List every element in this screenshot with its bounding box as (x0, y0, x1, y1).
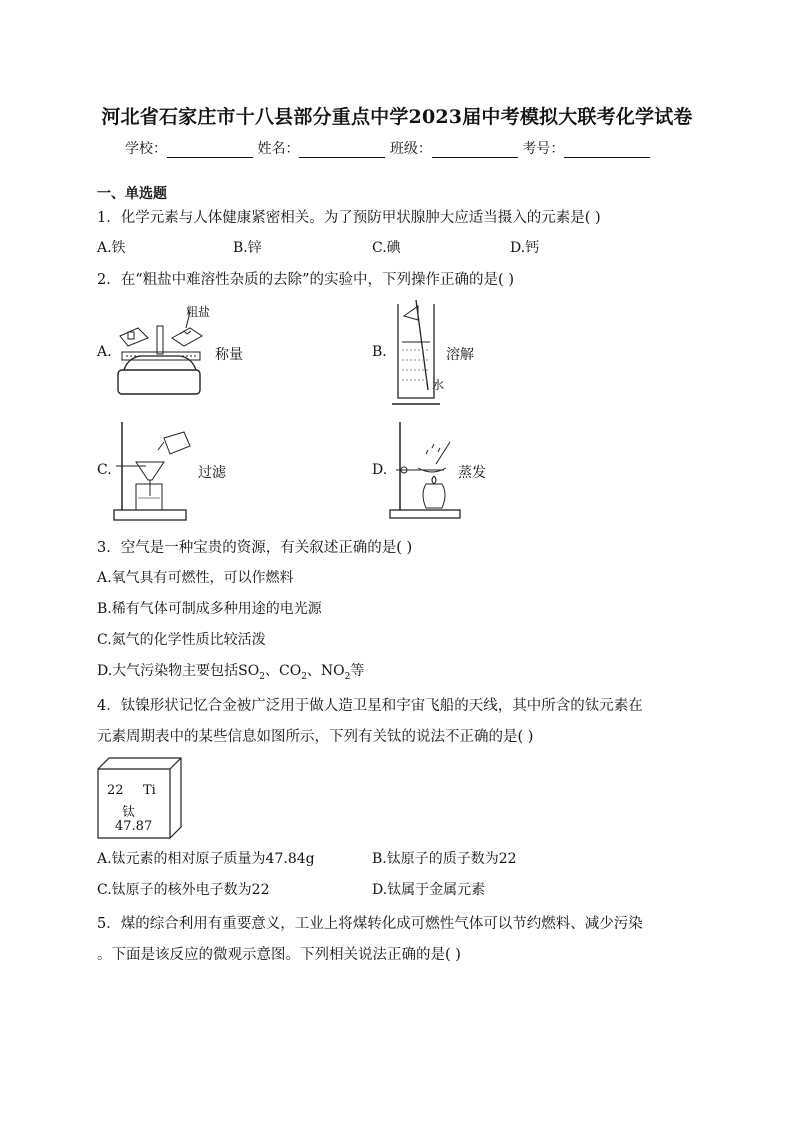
q4-option-d[interactable]: D.钛属于金属元素 (372, 882, 486, 898)
q4-stem-line1: 4．钛镍形状记忆合金被广泛用于做人造卫星和宇宙飞船的天线，其中所含的钛元素在 (97, 698, 643, 714)
coarse-salt-tag: 粗盐 (186, 305, 211, 319)
q3-option-c[interactable]: C.氮气的化学性质比较活泼 (97, 632, 266, 648)
q2-option-d[interactable]: D. (372, 462, 388, 478)
examno-label: 考号： (522, 141, 565, 157)
q2-a-label: 称量 (215, 347, 243, 363)
student-info-line (125, 138, 650, 158)
class-label: 班级： (389, 141, 432, 157)
element-name: 钛 (122, 805, 136, 820)
q4-stem-line2: 元素周期表中的某些信息如图所示，下列有关钛的说法不正确的是( ) (97, 729, 534, 745)
q1-option-a[interactable]: A.铁 (97, 240, 126, 256)
school-field[interactable] (167, 143, 253, 158)
q1-option-d[interactable]: D.钙 (510, 240, 540, 256)
examno-field[interactable] (564, 143, 650, 158)
evaporation-illustration (386, 418, 462, 524)
q2-b-label: 溶解 (446, 347, 474, 363)
q3-option-a[interactable]: A.氧气具有可燃性，可以作燃料 (97, 570, 294, 586)
q4-option-c[interactable]: C.钛原子的核外电子数为22 (97, 882, 270, 898)
q2-c-label: 过滤 (198, 465, 226, 481)
page-title: 河北省石家庄市十八县部分重点中学2023届中考模拟大联考化学试卷 (101, 106, 693, 128)
q3-option-b[interactable]: B.稀有气体可制成多种用途的电光源 (97, 601, 322, 617)
water-tag: 水 (432, 378, 445, 392)
q5-stem-line2: 。下面是该反应的微观示意图。下列相关说法正确的是( ) (97, 947, 461, 963)
q3-stem: 3．空气是一种宝贵的资源，有关叙述正确的是( ) (97, 540, 413, 556)
name-label: 姓名： (257, 141, 300, 157)
q4-option-b[interactable]: B.钛原子的质子数为22 (372, 851, 517, 867)
q2-d-label: 蒸发 (458, 465, 486, 481)
section-heading: 一、单选题 (97, 186, 167, 202)
q2-option-c[interactable]: C. (97, 462, 112, 478)
name-field[interactable] (299, 143, 385, 158)
q1-option-c[interactable]: C.碘 (372, 240, 401, 256)
q2-option-b[interactable]: B. (372, 344, 387, 360)
measuring-cylinder-illustration (388, 298, 444, 410)
atomic-number: 22 (107, 783, 124, 798)
q3-option-d[interactable]: D.大气污染物主要包括$SO_2$、$CO_2$、$NO_2$等 (97, 663, 365, 682)
school-label: 学校： (125, 141, 167, 157)
filtration-illustration (110, 418, 194, 524)
q2-option-a[interactable]: A. (97, 344, 112, 360)
atomic-mass: 47.87 (115, 819, 153, 834)
q1-option-b[interactable]: B.锌 (233, 240, 262, 256)
element-symbol: Ti (143, 783, 156, 798)
class-field[interactable] (432, 143, 518, 158)
q5-stem-line1: 5．煤的综合利用有重要意义，工业上将煤转化成可燃性气体可以节约燃料、减少污染 (97, 916, 643, 932)
q1-stem: 1．化学元素与人体健康紧密相关。为了预防甲状腺肿大应适当摄入的元素是( ) (97, 210, 601, 226)
q2-stem: 2．在“粗盐中难溶性杂质的去除”的实验中，下列操作正确的是( ) (97, 272, 514, 288)
q4-option-a[interactable]: A.钛元素的相对原子质量为47.84g (97, 851, 315, 867)
